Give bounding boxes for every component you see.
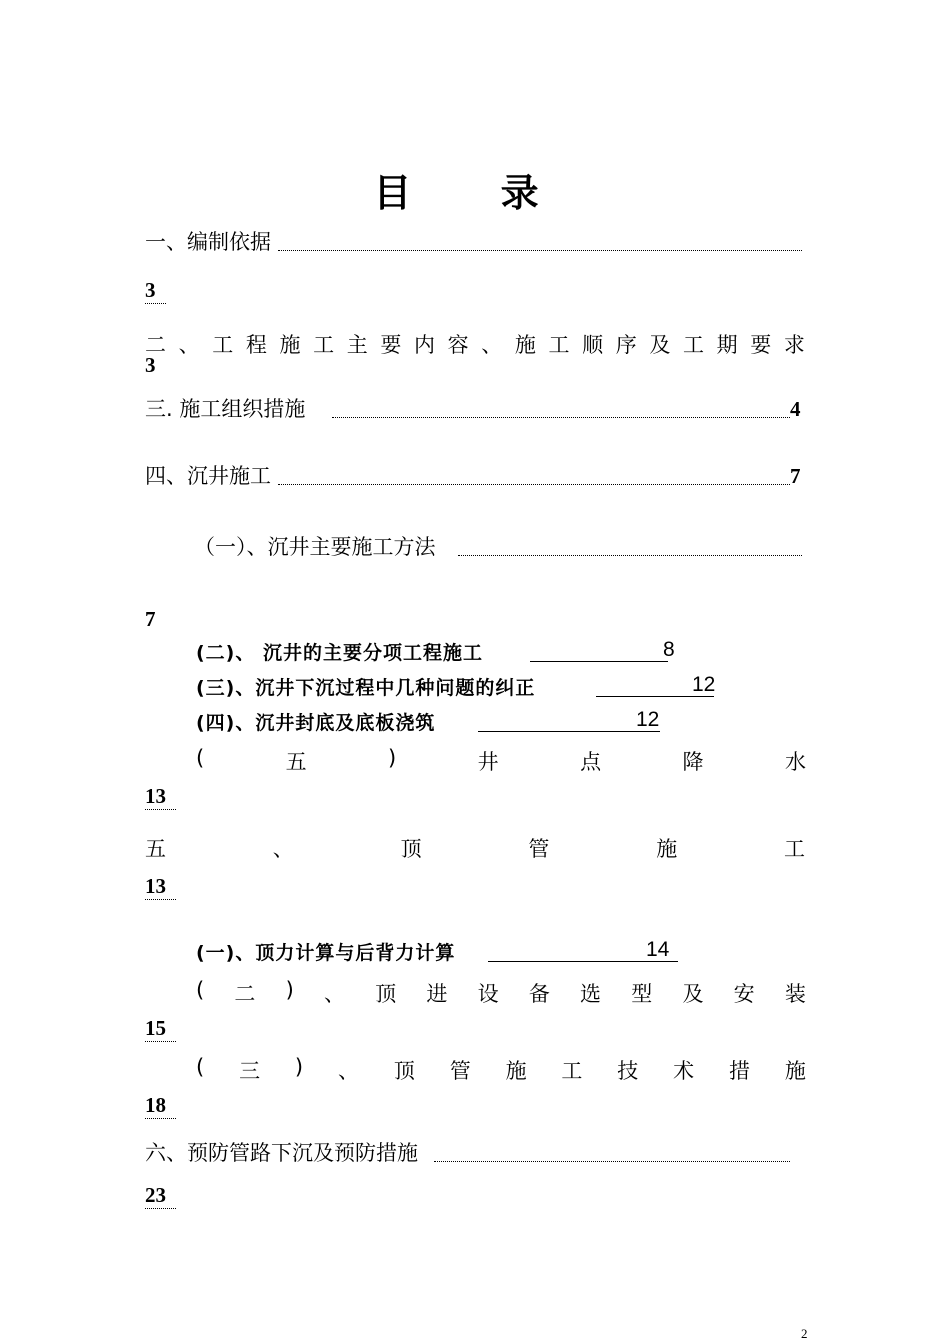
toc-char: 内 bbox=[414, 333, 435, 357]
toc-char: 型 bbox=[631, 982, 653, 1006]
toc-leader bbox=[434, 1159, 790, 1162]
toc-char: 主 bbox=[346, 333, 368, 357]
toc-entry-5-page: 13 bbox=[145, 874, 176, 900]
toc-char: 井 bbox=[477, 750, 499, 774]
toc-char: 工 bbox=[313, 333, 335, 357]
toc-char: 施 bbox=[279, 333, 301, 357]
toc-char: ) bbox=[285, 978, 294, 1002]
toc-entry-2-page: 3 bbox=[145, 353, 156, 377]
toc-entry-3-page: 4 bbox=[790, 397, 801, 421]
toc-char: 二 bbox=[145, 333, 166, 357]
toc-char: 顺 bbox=[582, 333, 604, 357]
toc-char: 期 bbox=[716, 333, 738, 357]
toc-entry-4-4-page: 12 bbox=[636, 708, 660, 731]
toc-entry-5-2-label bbox=[196, 978, 806, 1008]
toc-char: 施 bbox=[505, 1059, 527, 1083]
toc-entry-4-page: 7 bbox=[790, 464, 801, 488]
toc-char: 点 bbox=[580, 750, 602, 774]
toc-char: 管 bbox=[528, 837, 550, 861]
toc-entry-5-1-label: (一)、顶力计算与后背力计算 bbox=[196, 942, 456, 964]
toc-char: 安 bbox=[733, 982, 755, 1006]
toc-char: ( bbox=[196, 746, 205, 770]
toc-entry-4-4-label: (四)、沉井封底及底板浇筑 bbox=[196, 712, 436, 734]
toc-char: 顶 bbox=[393, 1059, 415, 1083]
toc-char: 二 bbox=[234, 982, 256, 1006]
page-number: 2 bbox=[801, 1326, 808, 1341]
toc-char: 要 bbox=[380, 333, 402, 357]
toc-entry-2-label bbox=[145, 329, 805, 359]
toc-char: 水 bbox=[784, 750, 806, 774]
toc-entry-5-3-label bbox=[196, 1055, 806, 1085]
toc-entry-4-5-page: 13 bbox=[145, 784, 176, 810]
toc-char: 施 bbox=[656, 837, 678, 861]
toc-char: 顶 bbox=[375, 982, 397, 1006]
toc-char: 选 bbox=[580, 982, 602, 1006]
toc-entry-4-2-page: 8 bbox=[663, 638, 675, 661]
toc-char: ) bbox=[294, 1055, 304, 1079]
toc-char: 求 bbox=[783, 333, 805, 357]
toc-char: 三 bbox=[239, 1059, 261, 1083]
toc-char: 工 bbox=[783, 837, 805, 861]
page-title: 目 录 bbox=[373, 170, 577, 215]
toc-entry-6-label: 六、预防管路下沉及预防措施 bbox=[145, 1141, 418, 1165]
toc-entry-5-label bbox=[145, 833, 805, 863]
toc-char: 五 bbox=[285, 750, 307, 774]
toc-entry-4-3-page: 12 bbox=[692, 673, 716, 696]
toc-char: 、 bbox=[481, 333, 503, 357]
toc-char: 序 bbox=[615, 333, 637, 357]
toc-char: ( bbox=[196, 1055, 205, 1079]
toc-entry-5-2-page: 15 bbox=[145, 1016, 176, 1042]
toc-char: 进 bbox=[426, 982, 448, 1006]
toc-entry-6-page: 23 bbox=[145, 1183, 176, 1209]
toc-char: 设 bbox=[477, 982, 499, 1006]
toc-char: 容 bbox=[447, 333, 469, 357]
toc-char: 备 bbox=[528, 982, 550, 1006]
toc-char: 程 bbox=[245, 333, 267, 357]
toc-entry-4-3-label: (三)、沉井下沉过程中几种问题的纠正 bbox=[196, 677, 536, 699]
toc-char: 五 bbox=[145, 837, 166, 861]
toc-entry-4-1-label: （一）、沉井主要施工方法 bbox=[194, 535, 436, 559]
toc-leader bbox=[278, 482, 790, 485]
toc-leader bbox=[332, 415, 790, 418]
toc-char: 顶 bbox=[400, 837, 422, 861]
toc-char: ( bbox=[196, 978, 205, 1002]
toc-char: 要 bbox=[750, 333, 772, 357]
toc-char: 施 bbox=[784, 1059, 806, 1083]
toc-entry-4-5-label bbox=[196, 746, 806, 776]
toc-char: 、 bbox=[337, 1059, 359, 1083]
toc-leader bbox=[278, 248, 802, 251]
toc-char: 及 bbox=[682, 982, 704, 1006]
toc-char: 管 bbox=[449, 1059, 471, 1083]
toc-entry-4-1-page: 7 bbox=[145, 607, 156, 631]
toc-entry-1-label: 一、编制依据 bbox=[145, 230, 271, 254]
toc-char: 、 bbox=[324, 982, 346, 1006]
toc-entry-3-label: 三. 施工组织措施 bbox=[145, 397, 306, 421]
toc-char: ) bbox=[388, 746, 397, 770]
toc-char: 工 bbox=[683, 333, 704, 357]
toc-leader bbox=[478, 730, 660, 732]
toc-char: 措 bbox=[729, 1059, 750, 1083]
toc-char: 工 bbox=[548, 333, 570, 357]
toc-leader bbox=[530, 660, 668, 662]
toc-char: 工 bbox=[212, 333, 234, 357]
toc-char: 降 bbox=[682, 750, 704, 774]
toc-char: 术 bbox=[673, 1059, 695, 1083]
toc-entry-5-1-page: 14 bbox=[646, 938, 670, 961]
toc-char: 技 bbox=[617, 1059, 639, 1083]
toc-char: 及 bbox=[649, 333, 671, 357]
toc-leader bbox=[458, 553, 802, 556]
toc-entry-5-3-page: 18 bbox=[145, 1093, 176, 1119]
toc-entry-4-label: 四、沉井施工 bbox=[145, 464, 271, 488]
toc-char: 、 bbox=[178, 333, 200, 357]
toc-entry-4-2-label: (二)、 沉井的主要分项工程施工 bbox=[196, 642, 483, 664]
toc-char: 装 bbox=[784, 982, 806, 1006]
toc-char: 施 bbox=[514, 333, 536, 357]
toc-char: 、 bbox=[272, 837, 294, 861]
toc-char: 工 bbox=[561, 1059, 583, 1083]
toc-entry-1-page: 3 bbox=[145, 278, 166, 304]
